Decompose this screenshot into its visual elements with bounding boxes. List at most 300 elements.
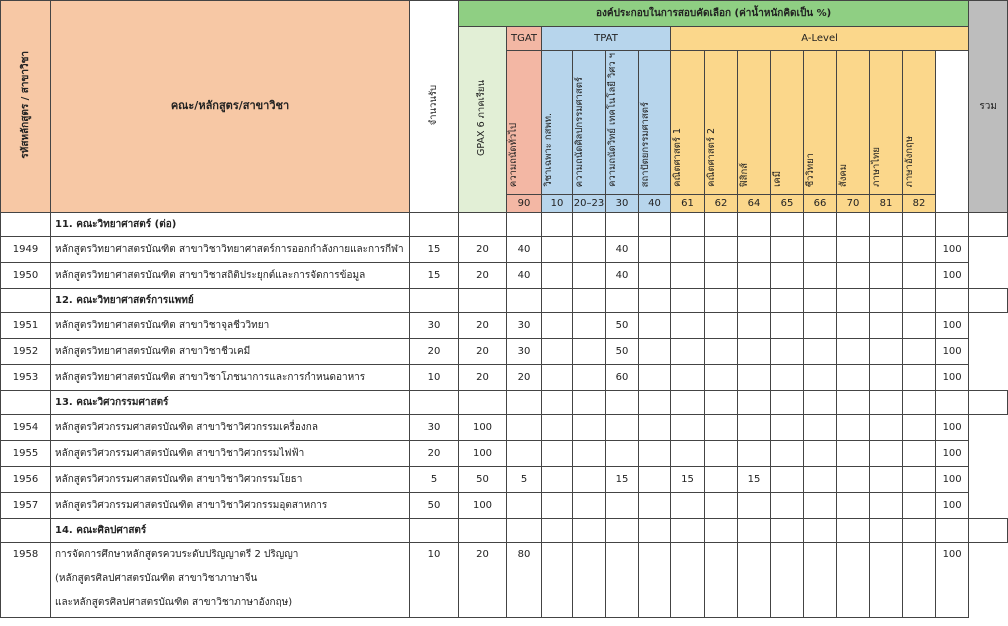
program-code: 1958 [1, 542, 51, 617]
empty-cell [410, 288, 459, 312]
section-row [1, 518, 1008, 542]
score-cell [837, 312, 870, 338]
score-cell: 5 [507, 466, 542, 492]
score-cell [542, 262, 573, 288]
sum-cell: 100 [936, 466, 969, 492]
score-cell [671, 312, 705, 338]
score-cell [639, 466, 671, 492]
program-name: หลักสูตรวิทยาศาสตรบัณฑิต สาขาวิชาจุลชีววิทยา [51, 312, 410, 338]
score-cell: 15 [671, 466, 705, 492]
gpax-cell: 20 [459, 364, 507, 390]
empty-cell [870, 212, 903, 236]
empty-cell [671, 390, 705, 414]
score-cell [705, 492, 738, 518]
empty-cell [410, 390, 459, 414]
subject-code: 70 [837, 194, 870, 212]
score-cell [507, 414, 542, 440]
score-cell [671, 262, 705, 288]
program-name: หลักสูตรวิศวกรรมศาสตรบัณฑิต สาขาวิชาวิศวกรรมโยธา [51, 466, 410, 492]
empty-cell [573, 390, 606, 414]
empty-cell [410, 518, 459, 542]
code-cell [1, 390, 51, 414]
score-cell [573, 364, 606, 390]
score-cell: 15 [738, 466, 771, 492]
empty-cell [771, 390, 804, 414]
code-cell [1, 288, 51, 312]
code-column-header: รหัสหลักสูตร / สาขาวิชา [1, 1, 51, 213]
score-cell [870, 466, 903, 492]
empty-cell [507, 288, 542, 312]
empty-cell [507, 390, 542, 414]
score-cell [837, 414, 870, 440]
program-name: หลักสูตรวิศวกรรมศาสตรบัณฑิต สาขาวิชาวิศวกรรมอุตสาหการ [51, 492, 410, 518]
score-cell [771, 542, 804, 617]
score-cell [771, 312, 804, 338]
seats-cell: 50 [410, 492, 459, 518]
empty-cell [542, 390, 573, 414]
section-row [1, 390, 1008, 414]
score-cell [771, 414, 804, 440]
score-cell [738, 312, 771, 338]
empty-cell [459, 390, 507, 414]
program-name-line: (หลักสูตรศิลปศาสตรบัณฑิต สาขาวิชาภาษาจีน [55, 572, 258, 584]
empty-cell [639, 288, 671, 312]
table-row [1, 492, 1008, 518]
score-cell [837, 542, 870, 617]
score-cell: 50 [606, 312, 639, 338]
seats-cell: 15 [410, 262, 459, 288]
empty-cell [410, 212, 459, 236]
empty-cell [837, 288, 870, 312]
empty-cell [639, 212, 671, 236]
subject-code: 64 [738, 194, 771, 212]
empty-cell [738, 390, 771, 414]
score-cell [870, 262, 903, 288]
score-cell [837, 440, 870, 466]
section-title: 11. คณะวิทยาศาสตร์ (ต่อ) [51, 212, 410, 236]
subject-header: ความถนัดศิลปกรรมศาสตร์ [573, 51, 606, 195]
table-row [1, 542, 1008, 617]
subject-header: คณิตศาสตร์ 2 [705, 51, 738, 195]
score-cell [771, 236, 804, 262]
seats-cell: 20 [410, 338, 459, 364]
empty-cell [936, 390, 969, 414]
score-cell [705, 364, 738, 390]
score-cell [542, 440, 573, 466]
score-cell: 40 [507, 236, 542, 262]
score-cell [837, 236, 870, 262]
score-cell [738, 492, 771, 518]
score-cell [606, 440, 639, 466]
code-cell [1, 518, 51, 542]
table-header [1, 1, 1008, 213]
subject-code: 90 [507, 194, 542, 212]
empty-cell [606, 518, 639, 542]
gpax-cell: 20 [459, 236, 507, 262]
program-code: 1949 [1, 236, 51, 262]
score-cell [903, 312, 936, 338]
empty-cell [573, 518, 606, 542]
sum-cell: 100 [936, 236, 969, 262]
empty-cell [837, 212, 870, 236]
empty-cell [639, 518, 671, 542]
score-cell [705, 440, 738, 466]
empty-cell [705, 288, 738, 312]
score-cell: 20 [507, 364, 542, 390]
empty-cell [459, 518, 507, 542]
empty-cell [903, 390, 936, 414]
empty-cell [969, 288, 1008, 312]
score-cell [705, 542, 738, 617]
empty-cell [837, 390, 870, 414]
score-cell [573, 338, 606, 364]
score-cell [639, 262, 671, 288]
score-cell [507, 440, 542, 466]
empty-cell [671, 288, 705, 312]
empty-cell [771, 288, 804, 312]
gpax-cell: 50 [459, 466, 507, 492]
code-cell [1, 212, 51, 236]
section-row [1, 212, 1008, 236]
program-name: หลักสูตรวิทยาศาสตรบัณฑิต สาขาวิชาสถิติประยุกต์และการจัดการข้อมูล [51, 262, 410, 288]
score-cell [573, 542, 606, 617]
score-cell [542, 466, 573, 492]
empty-cell [771, 518, 804, 542]
program-name: หลักสูตรวิทยาศาสตรบัณฑิต สาขาวิชาวิทยาศาสตร์การออกกำลังกายและการกีฬา [51, 236, 410, 262]
gpax-cell: 100 [459, 492, 507, 518]
score-cell [738, 338, 771, 364]
score-cell [573, 312, 606, 338]
alevel-group-header: A-Level [671, 27, 969, 51]
subject-code: 40 [639, 194, 671, 212]
score-cell [542, 492, 573, 518]
seats-cell: 5 [410, 466, 459, 492]
score-cell [771, 440, 804, 466]
subject-code: 81 [870, 194, 903, 212]
empty-cell [573, 212, 606, 236]
score-cell: 15 [606, 466, 639, 492]
section-row [1, 288, 1008, 312]
score-cell [903, 492, 936, 518]
empty-cell [671, 518, 705, 542]
score-cell [771, 262, 804, 288]
score-cell [870, 364, 903, 390]
empty-cell [870, 288, 903, 312]
subject-header: วิชาเฉพาะ กสพท. [542, 51, 573, 195]
score-cell [738, 440, 771, 466]
section-title: 13. คณะวิศวกรรมศาสตร์ [51, 390, 410, 414]
score-cell [870, 440, 903, 466]
score-cell [639, 312, 671, 338]
score-cell [639, 440, 671, 466]
empty-cell [606, 212, 639, 236]
program-code: 1956 [1, 466, 51, 492]
subject-header: คณิตศาสตร์ 1 [671, 51, 705, 195]
program-code: 1955 [1, 440, 51, 466]
score-cell [804, 414, 837, 440]
empty-cell [738, 212, 771, 236]
score-cell [573, 440, 606, 466]
empty-cell [705, 518, 738, 542]
score-cell [837, 338, 870, 364]
score-cell [606, 492, 639, 518]
empty-cell [459, 212, 507, 236]
score-cell: 50 [606, 338, 639, 364]
score-cell [870, 542, 903, 617]
score-cell [705, 236, 738, 262]
seats-cell: 10 [410, 542, 459, 617]
score-cell: 80 [507, 542, 542, 617]
empty-cell [606, 390, 639, 414]
program-code: 1953 [1, 364, 51, 390]
subject-header: ภาษาไทย [870, 51, 903, 195]
score-cell [705, 262, 738, 288]
score-cell [542, 414, 573, 440]
empty-cell [542, 212, 573, 236]
table-row [1, 312, 1008, 338]
score-cell [671, 338, 705, 364]
empty-cell [936, 288, 969, 312]
score-cell: 30 [507, 312, 542, 338]
score-cell [771, 338, 804, 364]
score-cell [639, 492, 671, 518]
gpax-column-header: GPAX 6 ภาคเรียน [459, 27, 507, 213]
empty-cell [459, 288, 507, 312]
score-cell: 40 [606, 236, 639, 262]
sum-cell: 100 [936, 492, 969, 518]
tpat-group-header: TPAT [542, 27, 671, 51]
empty-cell [573, 288, 606, 312]
gpax-cell: 20 [459, 338, 507, 364]
seats-column-header: จำนวนรับ [410, 1, 459, 213]
sum-cell: 100 [936, 312, 969, 338]
subject-code: 62 [705, 194, 738, 212]
seats-cell: 15 [410, 236, 459, 262]
subject-header: เคมี [771, 51, 804, 195]
subject-header: ชีววิทยา [804, 51, 837, 195]
program-name-line: และหลักสูตรศิลปศาสตรบัณฑิต สาขาวิชาภาษาอังกฤษ) [55, 596, 293, 608]
section-title: 14. คณะศิลปศาสตร์ [51, 518, 410, 542]
gpax-cell: 20 [459, 542, 507, 617]
empty-cell [903, 288, 936, 312]
score-cell [804, 440, 837, 466]
empty-cell [542, 518, 573, 542]
empty-cell [969, 390, 1008, 414]
empty-cell [837, 518, 870, 542]
score-cell: 60 [606, 364, 639, 390]
score-cell: 40 [507, 262, 542, 288]
score-cell [903, 440, 936, 466]
program-name [51, 542, 410, 617]
empty-cell [705, 212, 738, 236]
score-cell [542, 364, 573, 390]
score-cell [870, 312, 903, 338]
score-cell [671, 364, 705, 390]
score-cell [738, 414, 771, 440]
program-name: หลักสูตรวิศวกรรมศาสตรบัณฑิต สาขาวิชาวิศวกรรมเครื่องกล [51, 414, 410, 440]
empty-cell [903, 518, 936, 542]
empty-cell [870, 390, 903, 414]
score-cell [671, 542, 705, 617]
empty-cell [507, 212, 542, 236]
empty-cell [870, 518, 903, 542]
table-row [1, 466, 1008, 492]
score-cell [804, 338, 837, 364]
empty-cell [771, 212, 804, 236]
empty-cell [738, 518, 771, 542]
subject-code: 61 [671, 194, 705, 212]
seats-cell: 10 [410, 364, 459, 390]
empty-cell [969, 518, 1008, 542]
score-cell [507, 492, 542, 518]
sum-column-header: รวม [969, 1, 1008, 213]
score-cell [573, 262, 606, 288]
score-cell [771, 466, 804, 492]
gpax-cell: 100 [459, 414, 507, 440]
score-cell [639, 414, 671, 440]
score-cell [804, 364, 837, 390]
table-row [1, 440, 1008, 466]
score-cell [738, 364, 771, 390]
score-cell [804, 542, 837, 617]
score-cell [671, 236, 705, 262]
subject-header: ความถนัดทั่วไป [507, 51, 542, 195]
score-cell [705, 312, 738, 338]
empty-cell [606, 288, 639, 312]
score-cell [573, 492, 606, 518]
score-cell [870, 492, 903, 518]
score-cell [771, 492, 804, 518]
empty-cell [804, 212, 837, 236]
subject-code: 66 [804, 194, 837, 212]
sum-cell: 100 [936, 440, 969, 466]
empty-cell [671, 212, 705, 236]
score-cell [804, 492, 837, 518]
score-cell [573, 414, 606, 440]
empty-cell [903, 212, 936, 236]
gpax-cell: 20 [459, 312, 507, 338]
score-cell [804, 312, 837, 338]
score-cell [837, 364, 870, 390]
score-cell [804, 236, 837, 262]
score-cell [705, 414, 738, 440]
subject-code: 82 [903, 194, 936, 212]
sum-cell: 100 [936, 542, 969, 617]
score-cell [705, 338, 738, 364]
tgat-group-header: TGAT [507, 27, 542, 51]
score-cell [671, 414, 705, 440]
table-row [1, 364, 1008, 390]
program-code: 1957 [1, 492, 51, 518]
score-cell [738, 236, 771, 262]
gpax-cell: 20 [459, 262, 507, 288]
empty-cell [936, 518, 969, 542]
score-cell [903, 466, 936, 492]
score-cell [837, 262, 870, 288]
program-name-line: การจัดการศึกษาหลักสูตรควบระดับปริญญาตรี 2 ปริญญา [55, 548, 299, 560]
score-cell [771, 364, 804, 390]
program-name: หลักสูตรวิศวกรรมศาสตรบัณฑิต สาขาวิชาวิศวกรรมไฟฟ้า [51, 440, 410, 466]
score-cell [903, 542, 936, 617]
section-title: 12. คณะวิทยาศาสตร์การแพทย์ [51, 288, 410, 312]
subject-header: ภาษาอังกฤษ [903, 51, 936, 195]
table-row [1, 414, 1008, 440]
components-header: องค์ประกอบในการสอบคัดเลือก (ค่าน้ำหนักคิดเป็น %) [459, 1, 969, 27]
score-cell [738, 542, 771, 617]
empty-cell [507, 518, 542, 542]
score-cell [903, 338, 936, 364]
sum-cell: 100 [936, 338, 969, 364]
gpax-cell: 100 [459, 440, 507, 466]
score-cell [639, 364, 671, 390]
subject-code: 30 [606, 194, 639, 212]
empty-cell [804, 390, 837, 414]
score-cell [738, 262, 771, 288]
score-cell [804, 262, 837, 288]
score-cell: 40 [606, 262, 639, 288]
score-cell [573, 466, 606, 492]
subject-code: 65 [771, 194, 804, 212]
score-cell [542, 312, 573, 338]
subject-header: ฟิสิกส์ [738, 51, 771, 195]
score-cell [639, 338, 671, 364]
score-cell [837, 466, 870, 492]
subject-header: ความถนัดวิทย์ เทคโนโลยี วิศว ฯ [606, 51, 639, 195]
program-code: 1950 [1, 262, 51, 288]
empty-cell [804, 518, 837, 542]
empty-cell [542, 288, 573, 312]
score-cell [671, 440, 705, 466]
subject-code: 10 [542, 194, 573, 212]
empty-cell [705, 390, 738, 414]
subject-header: สังคม [837, 51, 870, 195]
seats-cell: 20 [410, 440, 459, 466]
score-cell [639, 236, 671, 262]
score-cell: 30 [507, 338, 542, 364]
score-cell [606, 542, 639, 617]
table-row [1, 262, 1008, 288]
score-cell [705, 466, 738, 492]
score-cell [804, 466, 837, 492]
score-cell [542, 338, 573, 364]
program-name: หลักสูตรวิทยาศาสตรบัณฑิต สาขาวิชาโภชนาการและการกำหนดอาหาร [51, 364, 410, 390]
empty-cell [969, 212, 1008, 236]
subject-header: สถาปัตยกรรมศาสตร์ [639, 51, 671, 195]
program-name: หลักสูตรวิทยาศาสตรบัณฑิต สาขาวิชาชีวเคมี [51, 338, 410, 364]
score-cell [870, 236, 903, 262]
score-cell [671, 492, 705, 518]
score-cell [903, 414, 936, 440]
seats-cell: 30 [410, 312, 459, 338]
empty-cell [639, 390, 671, 414]
score-cell [903, 364, 936, 390]
score-cell [903, 236, 936, 262]
score-cell [542, 542, 573, 617]
score-cell [639, 542, 671, 617]
score-cell [573, 236, 606, 262]
table-row [1, 338, 1008, 364]
score-cell [606, 414, 639, 440]
sum-cell: 100 [936, 414, 969, 440]
score-cell [542, 236, 573, 262]
program-code: 1951 [1, 312, 51, 338]
score-cell [870, 338, 903, 364]
empty-cell [738, 288, 771, 312]
program-code: 1952 [1, 338, 51, 364]
score-cell [837, 492, 870, 518]
score-cell [903, 262, 936, 288]
sum-cell: 100 [936, 364, 969, 390]
